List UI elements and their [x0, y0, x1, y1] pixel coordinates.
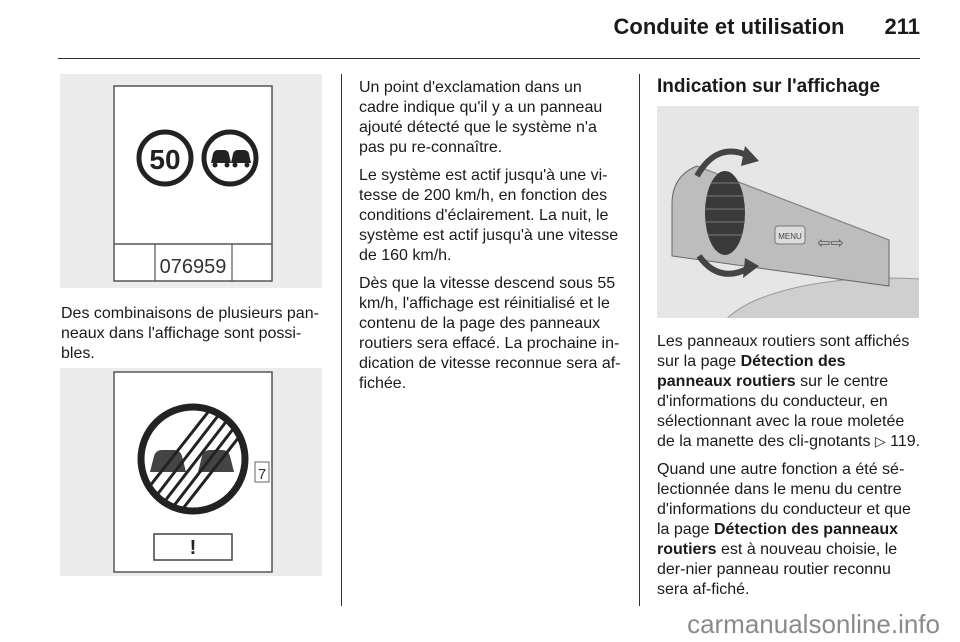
figure-speed-sign-display: [60, 74, 322, 288]
column2-text: [359, 78, 623, 402]
header-divider: [58, 58, 920, 59]
page-number: 211: [884, 14, 920, 39]
watermark: carmanualsonline.info: [687, 609, 940, 639]
page-ref-arrow-icon: ▷: [874, 434, 886, 450]
page-header: [614, 14, 921, 40]
chapter-title: Conduite et utilisation: [613, 14, 845, 39]
small-sign-label: 7: [257, 466, 267, 483]
paragraph-display-page: Les panneaux routiers sont affichés sur la page Détection des panneaux routiers sur le centre d'informations du conducteur, en sélectionnant avec la roue moletée de la manette des cli-gnotants ▷ 119.: [657, 333, 921, 450]
figure-end-no-overtaking: [60, 368, 322, 576]
paragraph-active-speed: Le système est actif jusqu'à une vi-tesse de 200 km/h, en fonction des conditions d'éclairement. La nuit, le système est actif jusqu'à une vitesse de 160 km/h.: [359, 167, 619, 264]
paragraph-reselect: Quand une autre fonction a été sé-lectionnée dans le menu du centre d'informations du conducteur et que la page Détection des panneaux routiers est à nouveau choisie, le der-nier panneau routier reconnu sera af-fiché.: [657, 461, 911, 598]
figure-code: 076959: [159, 256, 227, 278]
column-divider-1: [341, 74, 342, 606]
paragraph-reset: Dès que la vitesse descend sous 55 km/h, l'affichage est réinitialisé et le contenu de la page des panneaux routiers sera effacé. La prochaine in-dication de vitesse reconnue sera af-fichée.: [359, 275, 621, 392]
paragraph-exclamation: Un point d'exclamation dans un cadre indique qu'il y a un panneau ajouté détecté que le système n'a pas pu re-connaître.: [359, 79, 603, 156]
menu-button: [775, 226, 805, 244]
figure1-caption: Des combinaisons de plusieurs pan-neaux dans l'affichage sont possi-bles.: [61, 305, 319, 362]
column3-text: [657, 332, 922, 608]
figure-turn-signal-stalk: [657, 106, 919, 318]
thumbwheel-icon: [705, 171, 745, 255]
speed-limit-value: 50: [149, 144, 181, 175]
column-divider-2: [639, 74, 640, 606]
section-heading: Indication sur l'affichage: [657, 76, 881, 97]
indicator-arrows-icon: ⇦⇨: [817, 233, 844, 252]
exclamation-mark: !: [189, 537, 197, 559]
menu-button-label: MENU: [778, 232, 802, 241]
